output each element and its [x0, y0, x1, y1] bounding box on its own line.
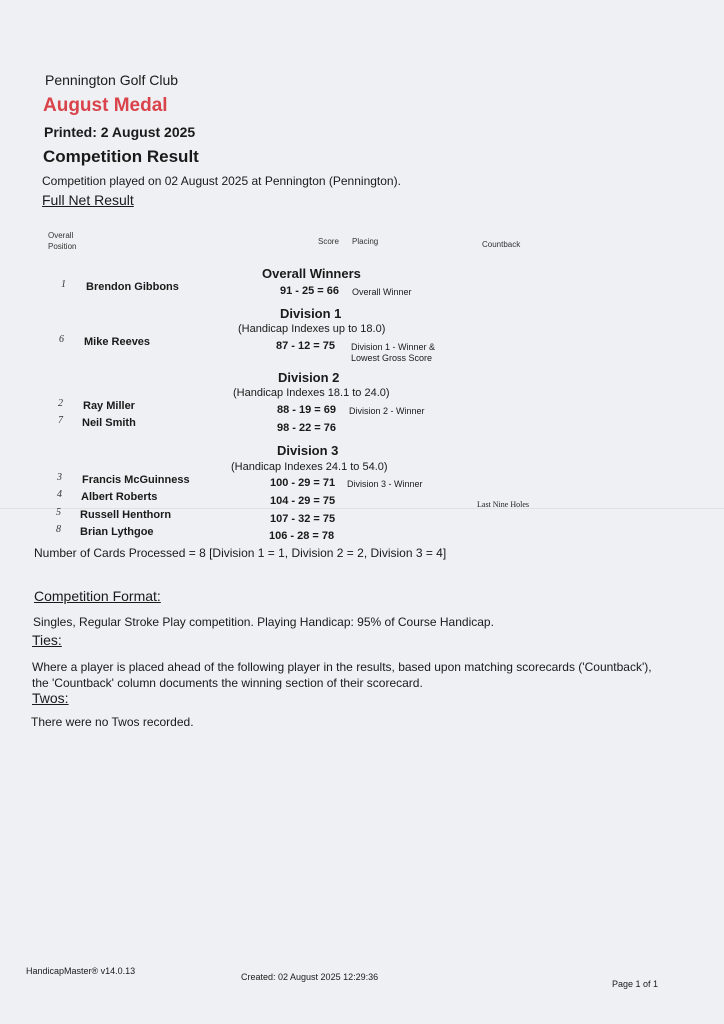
competition-name: August Medal: [43, 95, 168, 116]
section-heading-division-1: Division 1: [280, 306, 342, 321]
player-placing: Division 2 - Winner: [349, 406, 425, 416]
player-name: Albert Roberts: [81, 491, 158, 503]
player-placing: Overall Winner: [352, 287, 412, 297]
player-position: 3: [57, 472, 62, 483]
player-score: 87 - 12 = 75: [276, 340, 336, 352]
page-title: Competition Result: [43, 147, 199, 166]
player-position: 6: [59, 334, 64, 345]
section-heading-division-2: Division 2: [278, 370, 340, 385]
player-score: 91 - 25 = 66: [280, 285, 340, 297]
paper-fold-line: [0, 508, 724, 509]
played-info: Competition played on 02 August 2025 at Pennington (Pennington).: [42, 174, 401, 188]
section-subheading-division-3: (Handicap Indexes 24.1 to 54.0): [231, 461, 388, 473]
player-position: 5: [56, 507, 61, 518]
twos-text: There were no Twos recorded.: [31, 715, 194, 729]
player-score: 98 - 22 = 76: [277, 422, 337, 434]
club-name: Pennington Golf Club: [45, 72, 179, 88]
player-name: Mike Reeves: [84, 336, 151, 348]
player-position: 1: [61, 279, 66, 290]
twos-heading: Twos:: [32, 690, 69, 706]
player-position: 8: [56, 524, 61, 535]
player-placing: Division 1 - Winner &: [351, 342, 436, 352]
player-name: Ray Miller: [83, 400, 135, 412]
section-heading-division-3: Division 3: [277, 443, 339, 458]
ties-text-line-2: the 'Countback' column documents the winning section of their scorecard.: [32, 676, 423, 690]
column-header-countback: Countback: [482, 240, 521, 249]
player-name: Brendon Gibbons: [86, 281, 179, 293]
player-placing: Division 3 - Winner: [347, 479, 423, 489]
format-text: Singles, Regular Stroke Play competition. Playing Handicap: 95% of Course Handicap.: [33, 615, 494, 629]
player-name: Russell Henthorn: [80, 509, 172, 521]
player-name: Brian Lythgoe: [80, 526, 154, 538]
player-score: 106 - 28 = 78: [269, 530, 335, 542]
created-timestamp: Created: 02 August 2025 12:29:36: [241, 972, 379, 982]
section-subheading-division-1: (Handicap Indexes up to 18.0): [238, 323, 386, 335]
player-position: 7: [58, 415, 63, 426]
software-version: HandicapMaster® v14.0.13: [26, 966, 136, 976]
player-score: 107 - 32 = 75: [270, 513, 336, 525]
page-number: Page 1 of 1: [612, 979, 659, 989]
printed-date: Printed: 2 August 2025: [44, 124, 196, 140]
column-header-position: Overall Position: [48, 231, 77, 251]
section-subheading-division-2: (Handicap Indexes 18.1 to 24.0): [233, 387, 390, 399]
player-score: 100 - 29 = 71: [270, 477, 336, 489]
player-position: 4: [57, 489, 62, 500]
player-countback: Last Nine Holes: [477, 500, 529, 509]
player-name: Francis McGuinness: [82, 474, 190, 486]
ties-heading: Ties:: [32, 632, 62, 648]
column-header-placing: Placing: [352, 237, 379, 246]
ties-text-line-1: Where a player is placed ahead of the following player in the results, based upon matching scorecards ('Countback'),: [32, 660, 652, 674]
player-position: 2: [58, 398, 63, 409]
player-score: 104 - 29 = 75: [270, 495, 336, 507]
cards-processed: Number of Cards Processed = 8 [Division 1 = 1, Division 2 = 2, Division 3 = 4]: [34, 546, 447, 560]
section-heading-overall: Overall Winners: [262, 266, 361, 281]
player-score: 88 - 19 = 69: [277, 404, 337, 416]
player-placing-note: Lowest Gross Score: [351, 353, 433, 363]
result-type-heading: Full Net Result: [42, 192, 134, 208]
player-name: Neil Smith: [82, 417, 136, 429]
format-heading: Competition Format:: [34, 588, 161, 604]
column-header-score: Score: [318, 237, 339, 246]
